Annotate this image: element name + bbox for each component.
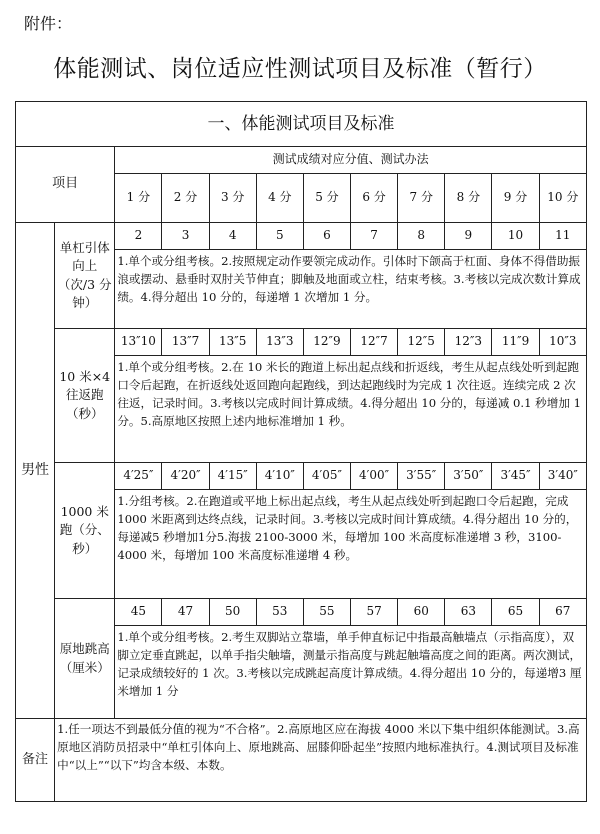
value-cell: 10″3 — [539, 329, 586, 356]
value-row — [16, 599, 587, 626]
value-cell: 2 — [115, 223, 162, 250]
attachment-label: 附件： — [24, 14, 73, 33]
value-cell: 57 — [351, 599, 398, 626]
score-cell: 6 分 — [351, 174, 398, 223]
value-cell: 47 — [162, 599, 209, 626]
value-cell: 3 — [162, 223, 209, 250]
value-cell: 3′50″ — [445, 463, 492, 490]
value-cell: 53 — [256, 599, 303, 626]
value-cell: 7 — [351, 223, 398, 250]
value-cell: 67 — [539, 599, 586, 626]
value-cell: 8 — [398, 223, 445, 250]
score-cell: 2 分 — [162, 174, 209, 223]
document-title: 体能测试、岗位适应性测试项目及标准（暂行） — [53, 56, 547, 82]
score-cell: 4 分 — [256, 174, 303, 223]
value-cell: 3′40″ — [539, 463, 586, 490]
section-title-row — [16, 102, 587, 147]
value-cell: 4′20″ — [162, 463, 209, 490]
value-cell: 12″5 — [398, 329, 445, 356]
scores-header: 测试成绩对应分值、测试办法 — [115, 147, 587, 174]
value-cell: 10 — [492, 223, 539, 250]
standards-table — [15, 101, 587, 802]
item-description: 1.单个或分组考核。2.考生双脚站立靠墙，单手伸直标记中指最高触墙点（示指高度），双脚立定垂直跳起，以单手指尖触墙，测量示指高度与跳起触墙高度之间的距离。两次测试，记录成绩较好的 1 次。3.考核以完成跳起高度计算成绩。4.得分超出 10 分的，每递增3 厘米增加 1 分 — [115, 626, 587, 719]
score-cell: 7 分 — [398, 174, 445, 223]
score-cell: 9 分 — [492, 174, 539, 223]
value-cell: 4 — [209, 223, 256, 250]
value-cell: 4′00″ — [351, 463, 398, 490]
value-cell: 13″5 — [209, 329, 256, 356]
value-cell: 4′05″ — [303, 463, 350, 490]
item-description: 1.单个或分组考核。2.在 10 米长的跑道上标出起点线和折返线，考生从起点线处听到起跑口令后起跑，在折返线处返回跑向起跑线，到达起跑线时为完成 1 次往返。连续完成 2 次往返，记录时间。3.考核以完成时间计算成绩。4.得分超出 10 分的，每递减 0.1 秒增加 1 分。5.高原地区按照上述内地标准增加 1 秒。 — [115, 356, 587, 463]
remark-row — [16, 719, 587, 802]
item-description: 1.分组考核。2.在跑道或平地上标出起点线，考生从起点线处听到起跑口令后起跑，完成 1000 米距离到达终点线，记录时间。3.考核以完成时间计算成绩。4.得分超出 10 分的，每递减5 秒增加1分5.海拔 2100-3000 米，每增加 100 米高度标准递增 3 秒，3100-4000 米，每增加 100 米高度标准递增 4 秒。 — [115, 490, 587, 599]
value-cell: 50 — [209, 599, 256, 626]
score-cell: 10 分 — [539, 174, 586, 223]
value-cell: 3′55″ — [398, 463, 445, 490]
value-cell: 12″7 — [351, 329, 398, 356]
remark-label: 备注 — [16, 719, 55, 802]
value-cell: 3′45″ — [492, 463, 539, 490]
item-name: 10 米×4 往返跑（秒） — [55, 329, 115, 463]
value-cell: 65 — [492, 599, 539, 626]
value-cell: 9 — [445, 223, 492, 250]
value-row — [16, 329, 587, 356]
value-row — [16, 463, 587, 490]
score-cell: 5 分 — [303, 174, 350, 223]
value-cell: 11″9 — [492, 329, 539, 356]
gender-label: 男性 — [16, 223, 55, 719]
header-row — [16, 147, 587, 174]
value-cell: 12″3 — [445, 329, 492, 356]
item-name: 原地跳高（厘米） — [55, 599, 115, 719]
value-cell: 11 — [539, 223, 586, 250]
value-cell: 55 — [303, 599, 350, 626]
remark-text: 1.任一项达不到最低分值的视为“不合格”。2.高原地区应在海拔 4000 米以下集中组织体能测试。3.高原地区消防员招录中“单杠引体向上、原地跳高、屈膝仰卧起坐”按照内地标准执行。4.测试项目及标准中“以上”“以下”均含本级、本数。 — [55, 719, 587, 802]
value-cell: 63 — [445, 599, 492, 626]
score-cell: 8 分 — [445, 174, 492, 223]
value-cell: 45 — [115, 599, 162, 626]
value-cell: 5 — [256, 223, 303, 250]
value-row — [16, 223, 587, 250]
item-header: 项目 — [16, 147, 115, 223]
item-name: 1000 米跑（分、秒） — [55, 463, 115, 599]
value-cell: 4′15″ — [209, 463, 256, 490]
value-cell: 13″7 — [162, 329, 209, 356]
value-cell: 4′10″ — [256, 463, 303, 490]
value-cell: 4′25″ — [115, 463, 162, 490]
item-description: 1.单个或分组考核。2.按照规定动作要领完成动作。引体时下颌高于杠面、身体不得借助振浪或摆动、悬垂时双肘关节伸直；脚触及地面或立柱，结束考核。3.考核以完成次数计算成绩。4.得分超出 10 分的，每递增 1 次增加 1 分。 — [115, 250, 587, 329]
value-cell: 13″3 — [256, 329, 303, 356]
value-cell: 60 — [398, 599, 445, 626]
value-cell: 6 — [303, 223, 350, 250]
score-cell: 3 分 — [209, 174, 256, 223]
value-cell: 12″9 — [303, 329, 350, 356]
value-cell: 13″10 — [115, 329, 162, 356]
section-title: 一、体能测试项目及标准 — [16, 102, 587, 147]
score-cell: 1 分 — [115, 174, 162, 223]
item-name: 单杠引体向上（次/3 分钟） — [55, 223, 115, 329]
